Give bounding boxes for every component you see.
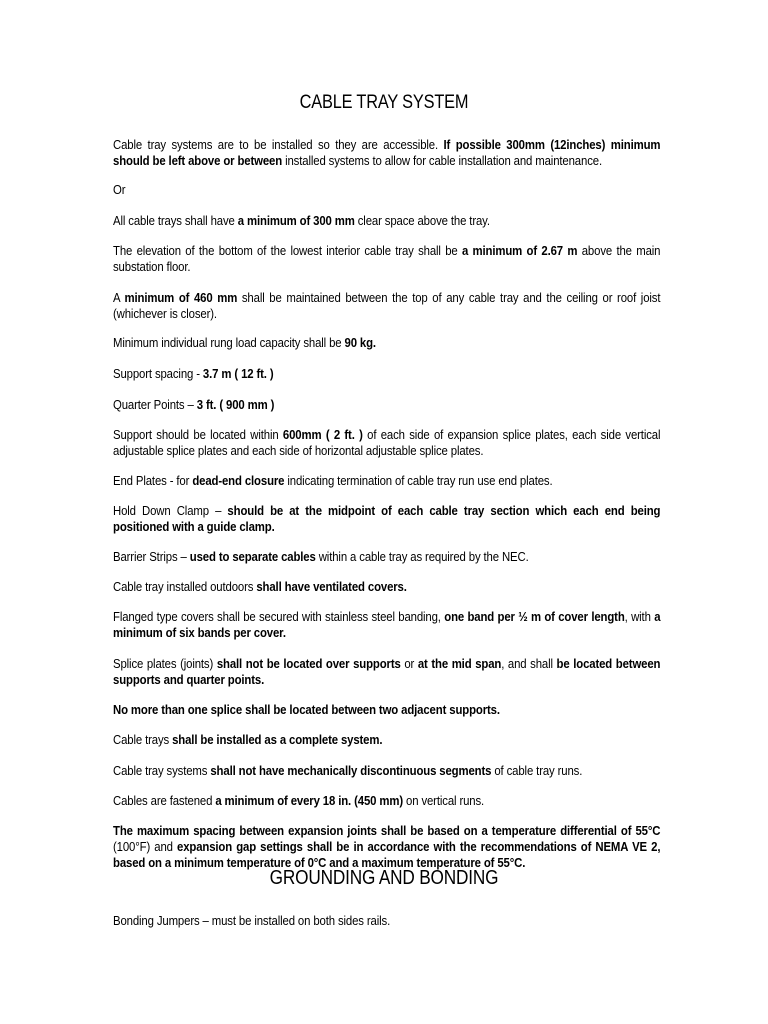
bold-text: minimum of 460 mm (124, 290, 238, 305)
text-run: Support should be located within (113, 427, 283, 442)
paragraph (113, 243, 660, 275)
paragraph (113, 182, 660, 198)
text-run: Hold Down Clamp – (113, 503, 228, 518)
text-run: , with (624, 609, 655, 624)
bold-text: shall be installed as a complete system. (172, 732, 383, 747)
text-run: above the main substation floor. (113, 243, 661, 274)
paragraph (113, 503, 660, 535)
paragraph (113, 609, 660, 641)
text-run: Cable tray systems are to be installed so they are accessible. (113, 137, 444, 152)
text-run: or (400, 656, 418, 671)
paragraph (113, 335, 660, 351)
text-run: installed systems to allow for cable installation and maintenance. (282, 153, 602, 168)
text-run: on vertical runs. (402, 793, 485, 808)
text-run: Bonding Jumpers – must be installed on both sides rails. (113, 913, 391, 928)
bold-text: If possible 300mm (12inches) minimum should be left above or between (113, 137, 661, 168)
paragraph (113, 579, 660, 595)
bold-text: 3.7 m ( 12 ft. ) (202, 366, 274, 381)
bold-text: shall not be located over supports (216, 656, 401, 671)
paragraph (113, 366, 660, 382)
bold-text: a minimum of 2.67 m (461, 243, 578, 258)
paragraph (113, 702, 660, 718)
bold-text: expansion gap settings shall be in accordance with the recommendations of NEMA VE 2, based on a minimum temperature of 0°C and a maximum temperature of 55°C. (113, 839, 661, 870)
text-run: of cable tray runs. (491, 763, 583, 778)
text-run: of each side of expansion splice plates, each side vertical adjustable splice plates and each side of horizontal adjustable splice plates. (113, 427, 661, 458)
text-run: Support spacing - (113, 366, 203, 381)
text-run: Cables are fastened (113, 793, 216, 808)
paragraph (113, 763, 660, 779)
text-run: Flanged type covers shall be secured with stainless steel banding, (113, 609, 445, 624)
text-run: Cable trays (113, 732, 173, 747)
text-run: shall be maintained between the top of any cable tray and the ceiling or roof joist (whichever is closer). (113, 290, 661, 321)
paragraph (113, 656, 660, 688)
bold-text: should be at the midpoint of each cable tray section which each end being positioned with a guide clamp. (113, 503, 661, 534)
paragraph (113, 793, 660, 809)
bold-text: be located between supports and quarter points. (113, 656, 661, 687)
section-heading: GROUNDING AND BONDING (269, 867, 499, 889)
bold-text: shall not have mechanically discontinuous segments (210, 763, 492, 778)
text-run: End Plates - for (113, 473, 193, 488)
text-run: Minimum individual rung load capacity shall be (113, 335, 345, 350)
text-run: within a cable tray as required by the NEC. (315, 549, 529, 564)
paragraph (113, 213, 660, 229)
text-run: All cable trays shall have (113, 213, 238, 228)
paragraph (113, 397, 660, 413)
bold-text: a minimum of every 18 in. (450 mm) (215, 793, 403, 808)
bold-text: shall have ventilated covers. (256, 579, 407, 594)
bold-text: at the mid span (417, 656, 502, 671)
bold-text: a minimum of six bands per cover. (113, 609, 661, 640)
bold-text: No more than one splice shall be located between two adjacent supports. (113, 702, 500, 717)
bold-text: used to separate cables (189, 549, 316, 564)
paragraph (113, 823, 660, 871)
text-run: Cable tray systems (113, 763, 211, 778)
text-run: Or (113, 182, 126, 197)
text-run: The elevation of the bottom of the lowest interior cable tray shall be (113, 243, 462, 258)
bold-text: 600mm ( 2 ft. ) (282, 427, 363, 442)
paragraph (113, 427, 660, 459)
paragraph (113, 137, 660, 169)
text-run: Quarter Points – (113, 397, 197, 412)
bold-text: The maximum spacing between expansion joints shall be based on a temperature differential of 55°C (113, 823, 661, 838)
text-run: A (113, 290, 125, 305)
text-run: clear space above the tray. (354, 213, 490, 228)
paragraph (113, 913, 660, 929)
text-run: Splice plates (joints) (113, 656, 217, 671)
paragraph (113, 732, 660, 748)
text-run: (100°F) and (113, 839, 178, 854)
page-title: CABLE TRAY SYSTEM (299, 92, 469, 113)
paragraph (113, 290, 660, 322)
text-run: , and shall (501, 656, 557, 671)
bold-text: one band per ½ m of cover length (444, 609, 625, 624)
text-run: Barrier Strips – (113, 549, 190, 564)
bold-text: a minimum of 300 mm (237, 213, 355, 228)
paragraph (113, 549, 660, 565)
text-run: Cable tray installed outdoors (113, 579, 257, 594)
text-run: indicating termination of cable tray run use end plates. (284, 473, 553, 488)
paragraph (113, 473, 660, 489)
bold-text: 3 ft. ( 900 mm ) (196, 397, 275, 412)
bold-text: 90 kg. (344, 335, 376, 350)
bold-text: dead-end closure (192, 473, 285, 488)
